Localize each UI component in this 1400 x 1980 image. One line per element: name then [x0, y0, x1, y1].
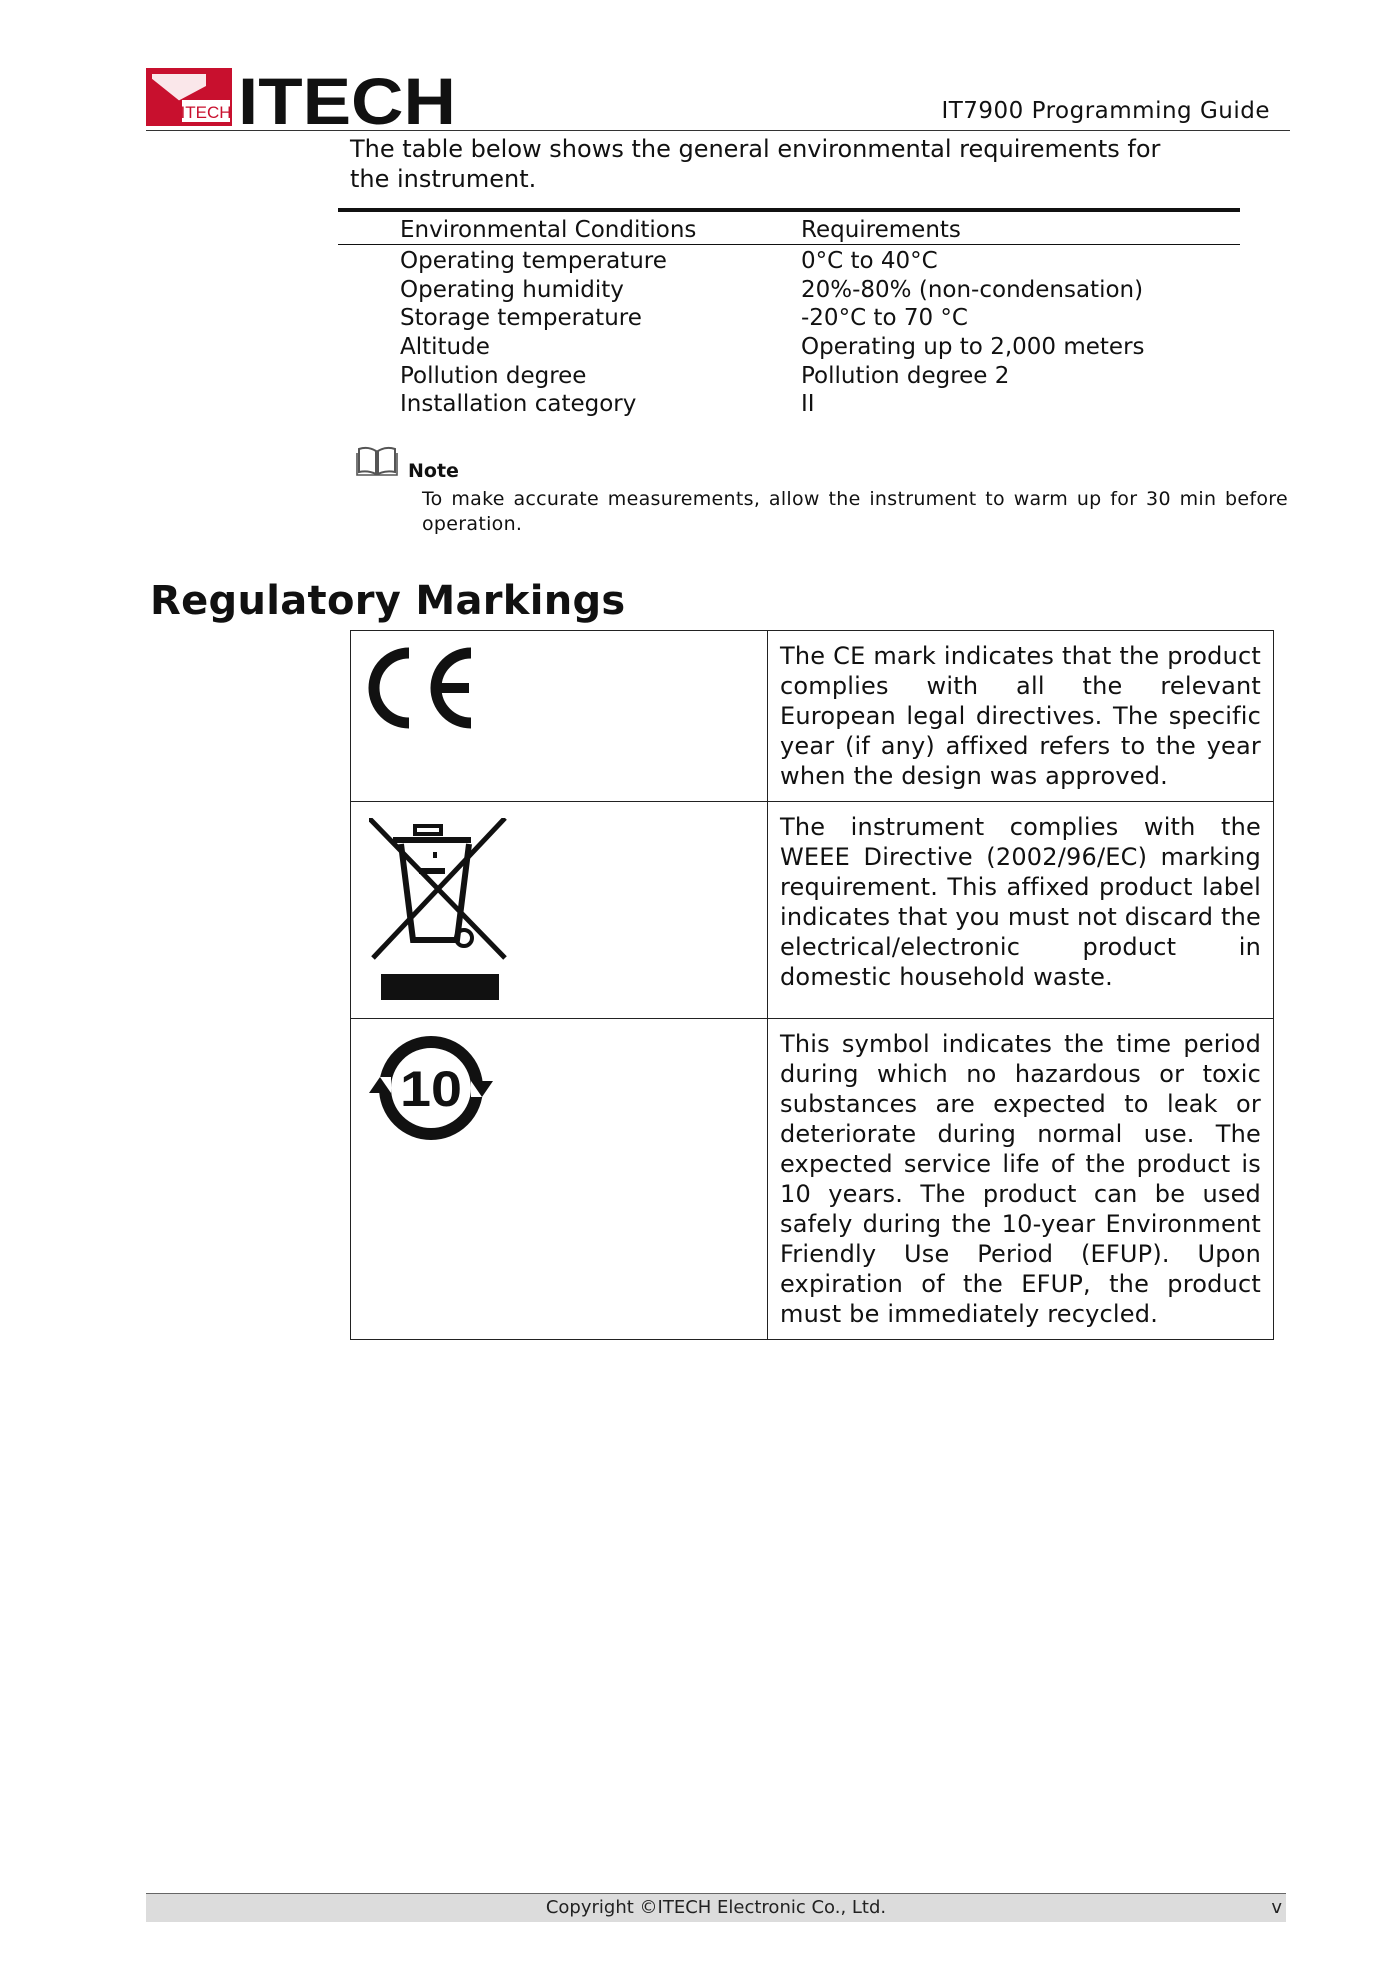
table-row	[338, 247, 1240, 276]
document-title: IT7900 Programming Guide	[941, 98, 1270, 124]
symbol-cell	[351, 802, 768, 1018]
section-heading: Regulatory Markings	[150, 578, 626, 624]
table-row	[351, 1019, 1273, 1339]
page-number: v	[1271, 1897, 1282, 1918]
environment-table	[338, 208, 1240, 419]
footer-copyright: Copyright ©ITECH Electronic Co., Ltd.	[545, 1897, 887, 1918]
table-row	[351, 802, 1273, 1019]
table-header-row	[338, 212, 1240, 245]
itech-logo	[146, 66, 458, 128]
weee-bin-icon	[369, 818, 507, 1000]
ce-mark-icon	[365, 645, 475, 731]
requirement-cell: 20%-80% (non-condensation)	[801, 276, 1144, 303]
requirement-cell: II	[801, 391, 815, 418]
logo-text: ITECH	[238, 66, 456, 128]
regulatory-markings-table	[350, 630, 1274, 1340]
efup-10-icon	[369, 1033, 493, 1143]
symbol-cell	[351, 1019, 768, 1339]
requirement-cell: Operating up to 2,000 meters	[801, 334, 1145, 361]
book-icon	[356, 445, 398, 477]
intro-paragraph: The table below shows the general environmental requirements for the instrument.	[350, 135, 1161, 193]
note-label: Note	[408, 460, 459, 482]
note-text: To make accurate measurements, allow the instrument to warm up for 30 min before operation.	[422, 488, 1288, 535]
efup-number: 10	[400, 1061, 462, 1117]
condition-cell: Altitude	[400, 334, 490, 361]
condition-cell: Storage temperature	[400, 305, 642, 332]
marking-description: This symbol indicates the time period during which no hazardous or toxic substances are expected to leak or deteriorate during normal use. The expected service life of the product is 10 years. The product can be used safely during the 10-year Environment Friendly Use Period (EFUP). Upon expiration of the EFUP, the product must be immediately recycled.	[780, 1030, 1261, 1328]
table-row	[338, 276, 1240, 305]
table-row	[338, 390, 1240, 419]
table-row	[338, 361, 1240, 390]
condition-cell: Installation category	[400, 391, 637, 418]
condition-cell: Operating humidity	[400, 276, 624, 303]
requirement-cell: Pollution degree 2	[801, 362, 1010, 389]
column-header: Requirements	[801, 217, 961, 243]
symbol-cell	[351, 631, 768, 801]
condition-cell: Pollution degree	[400, 362, 587, 389]
logo-small-text: ITECH	[180, 103, 232, 122]
marking-description: The CE mark indicates that the product complies with all the relevant European legal directives. The specific year (if any) affixed refers to the year when the design was approved.	[780, 642, 1261, 790]
condition-cell: Operating temperature	[400, 248, 667, 275]
column-header: Environmental Conditions	[400, 217, 697, 243]
table-row	[351, 631, 1273, 802]
marking-description: The instrument complies with the WEEE Directive (2002/96/EC) marking requirement. This affixed product label indicates that you must not discard the electrical/electronic product in domestic household waste.	[780, 813, 1261, 991]
table-row	[338, 304, 1240, 333]
requirement-cell: -20°C to 70 °C	[801, 305, 968, 332]
header-divider	[146, 130, 1290, 131]
table-row	[338, 333, 1240, 362]
requirement-cell: 0°C to 40°C	[801, 248, 938, 275]
